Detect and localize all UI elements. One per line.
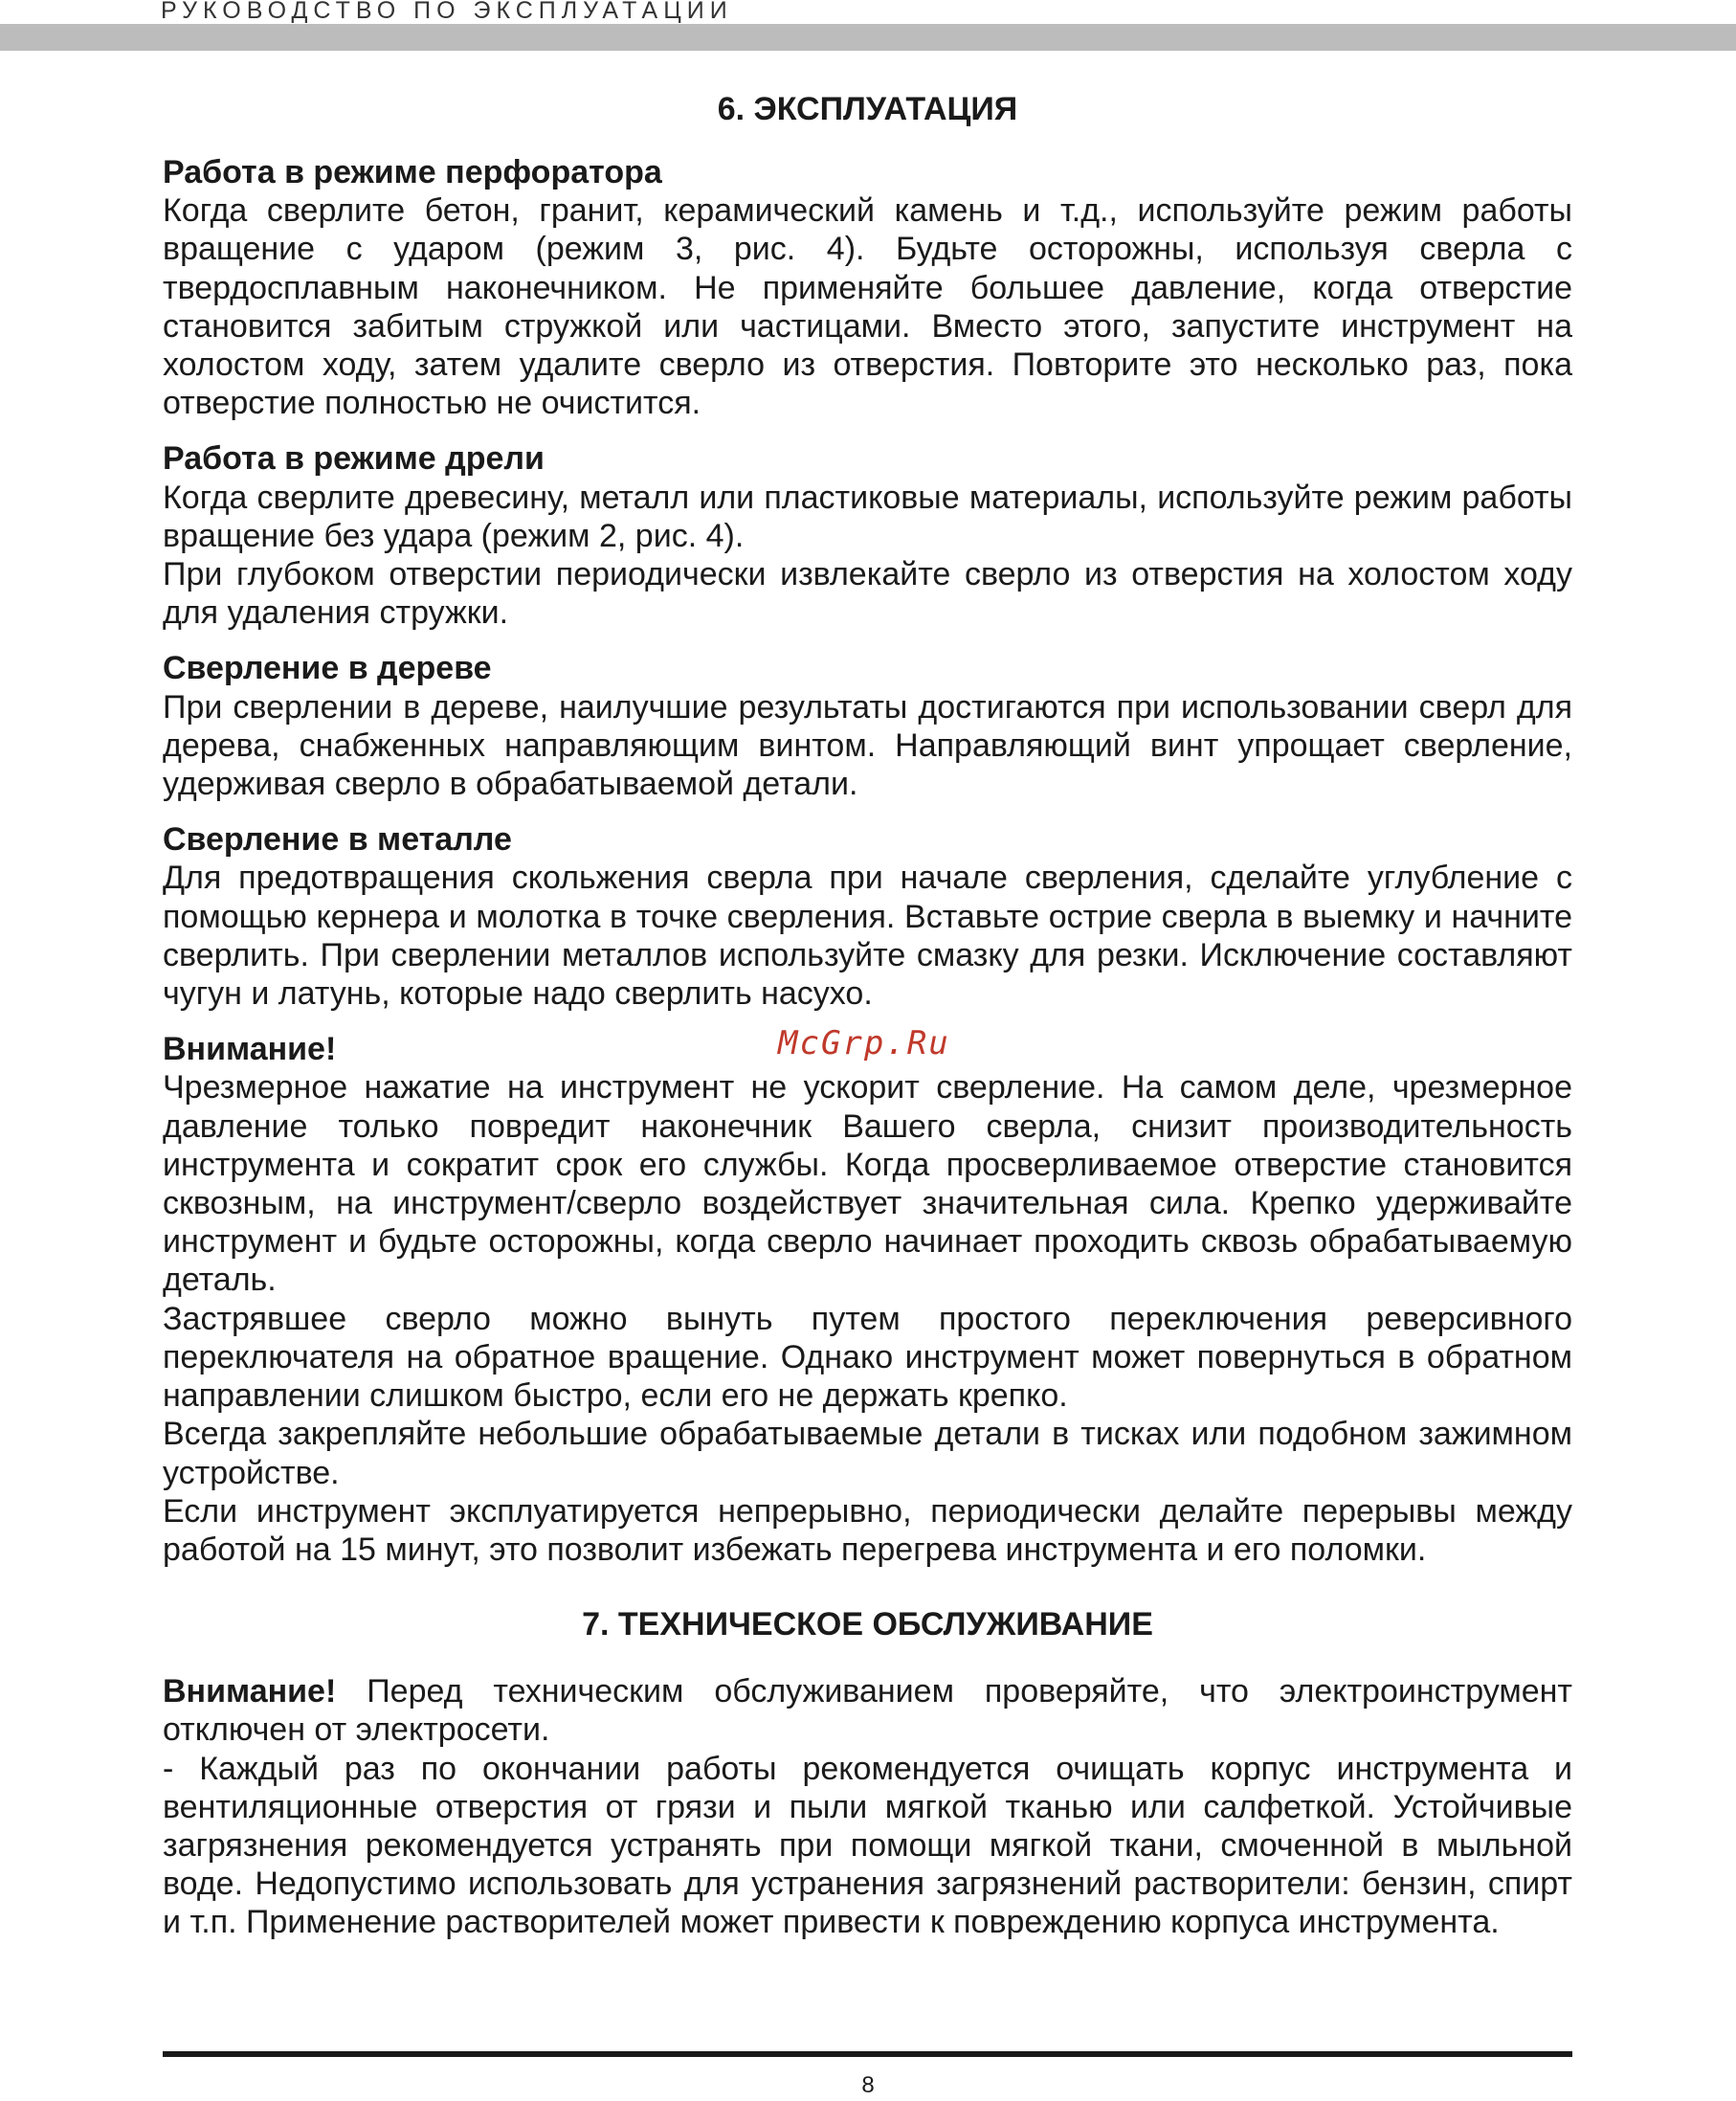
drill-block — [163, 439, 1572, 632]
watermark-link[interactable]: McGrp.Ru — [778, 1024, 950, 1063]
maintenance-attention-text: Перед техническим обслуживанием проверяйте, что электроинструмент отключен от электросети. — [163, 1673, 1572, 1749]
perforator-heading: Работа в режиме перфоратора — [163, 154, 662, 190]
wood-block — [163, 649, 1572, 803]
section-7-title: 7. ТЕХНИЧЕСКОЕ ОБСЛУЖИВАНИЕ — [582, 1606, 1153, 1643]
drill-text-1: Когда сверлите древесину, металл или пластиковые материалы, используйте режим работы вращение без удара (режим 2, рис. 4). — [163, 479, 1572, 554]
maintenance-attention-label: Внимание! — [163, 1673, 337, 1710]
metal-block — [163, 820, 1572, 1013]
attention-text-4: Если инструмент эксплуатируется непрерывно, периодически делайте перерывы между работой на 15 минут, это позволит избежать перегрева инструмента и его поломки. — [163, 1492, 1572, 1568]
wood-heading: Сверление в дереве — [163, 650, 492, 687]
header-bar — [0, 24, 1736, 51]
attention-heading: Внимание! — [163, 1031, 337, 1068]
footer-rule — [163, 2051, 1572, 2057]
page-content — [163, 88, 1572, 1942]
metal-text: Для предотвращения скольжения сверла при начале сверления, сделайте углубление с помощью кернера и молотка в точке сверления. Вставьте острие сверла в выемку и начните сверлить. При сверлении металлов используйте смазку для резки. Исключение составляют чугун и латунь, которые надо сверлить насухо. — [163, 860, 1572, 1013]
metal-heading: Сверление в металле — [163, 821, 512, 859]
attention-block — [163, 1024, 1572, 1569]
maintenance-text: - Каждый раз по окончании работы рекомендуется очищать корпус инструмента и вентиляционные отверстия от грязи и пыли мягкой тканью или салфеткой. Устойчивые загрязнения рекомендуется устранять при помощи мягкой ткани, смоченной в мыльной воде. Недопустимо использовать для устранения загрязнений растворители: бензин, спирт и т.п. Применение растворителей может привести к повреждению корпуса инструмента. — [163, 1750, 1572, 1941]
section-6-title: 6. ЭКСПЛУАТАЦИЯ — [717, 91, 1018, 127]
running-header-title: РУКОВОДСТВО ПО ЭКСПЛУАТАЦИИ — [161, 0, 733, 24]
attention-text-2: Застрявшее сверло можно вынуть путем простого переключения реверсивного переключателя на обратное вращение. Однако инструмент может повернуться в обратном направлении слишком быстро, если его не держать крепко. — [163, 1300, 1572, 1415]
attention-text-1: Чрезмерное нажатие на инструмент не ускорит сверление. На самом деле, чрезмерное давление только повредит наконечник Вашего сверла, снизит производительность инструмента и сократит срок его службы. Когда просверливаемое отверстие становится сквозным, на инструмент/сверло воздействует значительная сила. Крепко удерживайте инструмент и будьте осторожны, когда сверло начинает проходить сквозь обрабатываемую деталь. — [163, 1069, 1572, 1299]
page-number: 8 — [861, 2072, 875, 2098]
attention-heading-row — [163, 1024, 1572, 1068]
drill-text-2: При глубоком отверстии периодически извлекайте сверло из отверстия на холостом ходу для удаления стружки. — [163, 556, 1572, 632]
attention-text-3: Всегда закрепляйте небольшие обрабатываемые детали в тисках или подобном зажимном устройстве. — [163, 1416, 1572, 1491]
perforator-block — [163, 153, 1572, 422]
maintenance-attention — [163, 1672, 1572, 1749]
wood-text: При сверлении в дереве, наилучшие результаты достигаются при использовании сверл для дерева, снабженных направляющим винтом. Направляющий винт упрощает сверление, удерживая сверло в обрабатываемой детали. — [163, 688, 1572, 803]
perforator-text: Когда сверлите бетон, гранит, керамический камень и т.д., используйте режим работы вращение с ударом (режим 3, рис. 4). Будьте осторожны, используя сверла с твердосплавным наконечником. Не применяйте большее давление, когда отверстие становится забитым стружкой или частицами. Вместо этого, запустите инструмент на холостом ходу, затем удалите сверло из отверстия. Повторите это несколько раз, пока отверстие полностью не очистится. — [163, 192, 1572, 422]
drill-heading: Работа в режиме дрели — [163, 440, 545, 478]
